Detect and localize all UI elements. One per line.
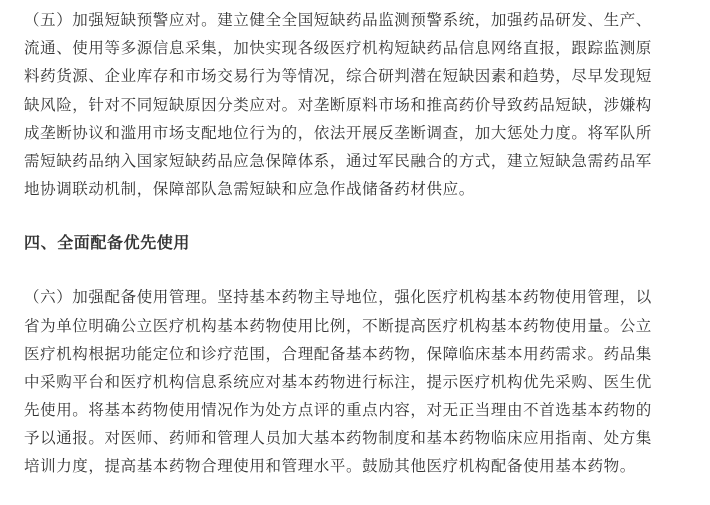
text-line: 培训力度，提高基本药物合理使用和管理水平。鼓励其他医疗机构配备使用基本药物。 <box>24 457 636 476</box>
paragraph-usage-management <box>24 283 710 480</box>
text-line: 料药货源、企业库存和市场交易行为等情况，综合研判潜在短缺因素和趋势，尽早发现短 <box>24 67 652 86</box>
text-line: 流通、使用等多源信息采集，加快实现各级医疗机构短缺药品信息网络直报，跟踪监测原 <box>24 39 652 58</box>
section-heading: 四、全面配备优先使用 <box>24 233 191 253</box>
text-line: （五）加强短缺预警应对。建立健全全国短缺药品监测预警系统，加强药品研发、生产、 <box>24 11 652 29</box>
text-line: 医疗机构根据功能定位和诊疗范围，合理配备基本药物，保障临床基本用药需求。药品集 <box>24 344 652 363</box>
text-line: 先使用。将基本药物使用情况作为处方点评的重点内容，对无正当理由不首选基本药物的 <box>24 401 652 420</box>
text-line: 缺风险，针对不同短缺原因分类应对。对垄断原料市场和推高药价导致药品短缺，涉嫌构 <box>24 95 652 114</box>
text-line: 需短缺药品纳入国家短缺药品应急保障体系，通过军民融合的方式，建立短缺急需药品军 <box>24 151 652 170</box>
text-line: （六）加强配备使用管理。坚持基本药物主导地位，强化医疗机构基本药物使用管理，以 <box>24 288 652 307</box>
text-line: 中采购平台和医疗机构信息系统应对基本药物进行标注，提示医疗机构优先采购、医生优 <box>24 372 652 391</box>
paragraph-shortage-warning <box>24 6 710 203</box>
text-line: 省为单位明确公立医疗机构基本药物使用比例，不断提高医疗机构基本药物使用量。公立 <box>24 316 652 335</box>
text-line: 地协调联动机制，保障部队急需短缺和应急作战储备药材供应。 <box>24 180 475 199</box>
text-line: 予以通报。对医师、药师和管理人员加大基本药物制度和基本药物临床应用指南、处方集 <box>24 429 652 448</box>
text-line: 成垄断协议和滥用市场支配地位行为的，依法开展反垄断调查，加大惩处力度。将军队所 <box>24 123 652 142</box>
